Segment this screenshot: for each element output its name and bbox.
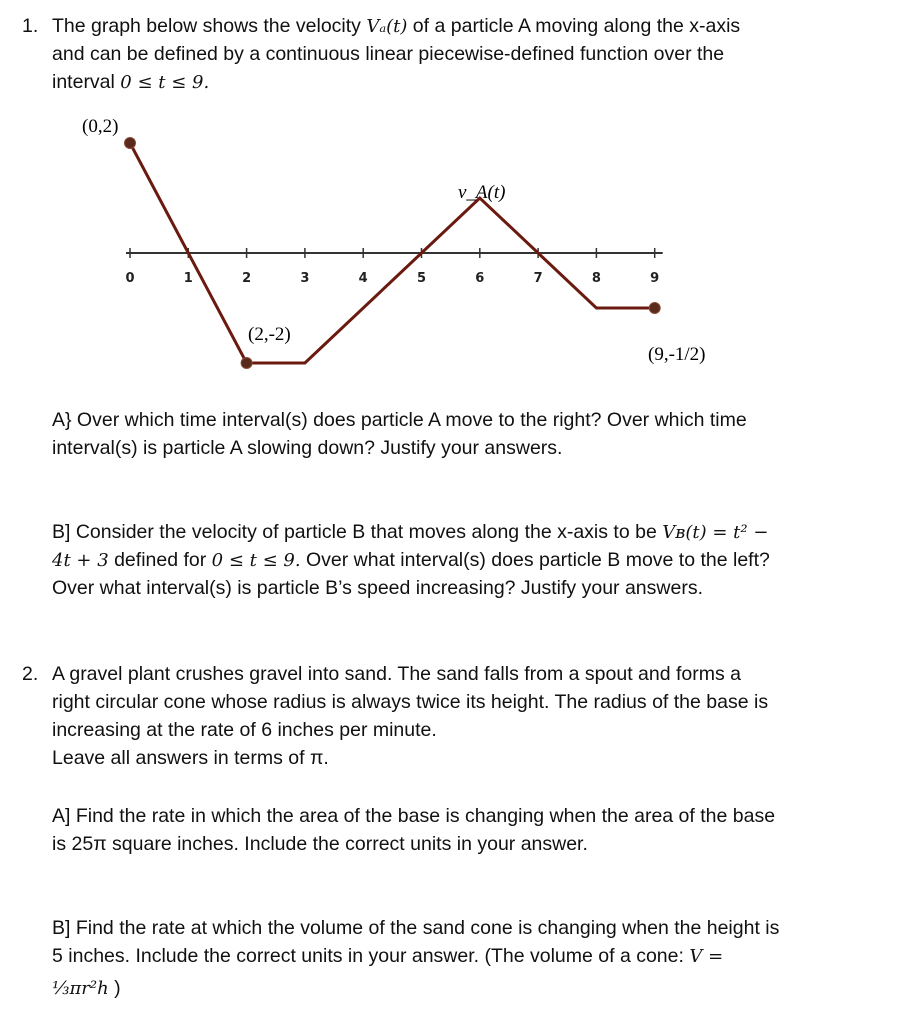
x-tick-label: 1 xyxy=(183,271,193,286)
math: Vₐ(t) xyxy=(366,16,408,37)
question-number-1: 1. xyxy=(22,15,39,37)
data-point xyxy=(125,138,136,149)
text: The graph below shows the velocity xyxy=(52,15,367,37)
data-point xyxy=(649,303,660,314)
x-tick-label: 3 xyxy=(300,271,310,286)
label-0-2: (0,2) xyxy=(82,116,119,137)
q2-partB-1: B] Find the rate at which the volume of the sand cone is changing when the height is xyxy=(52,917,780,939)
q2-partA-1: A] Find the rate in which the area of the base is changing when the area of the base xyxy=(52,805,776,827)
q1-partB-3: Over what interval(s) is particle B’s speed increasing? Justify your answers. xyxy=(52,577,703,599)
q2-partB-3 xyxy=(52,974,121,1003)
q1-partA-1: A} Over which time interval(s) does particle A move to the right? Over which time xyxy=(52,409,747,431)
label-2-neg2: (2,-2) xyxy=(248,324,291,345)
text: defined for xyxy=(108,549,212,571)
math: ⅓πr²h xyxy=(52,978,109,999)
x-tick-label: 9 xyxy=(650,271,660,286)
text: of a particle A moving along the x-axis xyxy=(407,15,741,37)
math: 0 ≤ t ≤ 9. xyxy=(120,72,210,93)
x-tick-label: 4 xyxy=(358,271,368,286)
x-tick-label: 0 xyxy=(125,271,135,286)
x-tick-label: 5 xyxy=(416,271,427,286)
math: V = xyxy=(689,946,724,967)
text: Over what interval(s) does particle B move to the left? xyxy=(300,549,770,571)
x-tick-label: 6 xyxy=(475,271,485,286)
velocity-graph xyxy=(0,0,900,400)
text: ) xyxy=(114,977,121,999)
q1-partB-2 xyxy=(52,546,770,575)
q2-line-1: A gravel plant crushes gravel into sand. The sand falls from a spout and forms a xyxy=(52,663,742,685)
math: 0 ≤ t ≤ 9. xyxy=(211,550,301,571)
q2-line-3: increasing at the rate of 6 inches per minute. xyxy=(52,719,437,741)
x-tick-label: 2 xyxy=(242,271,252,286)
q2-line-2: right circular cone whose radius is always twice its height. The radius of the base is xyxy=(52,691,769,713)
q2-line-4: Leave all answers in terms of π. xyxy=(52,747,329,769)
text: interval xyxy=(52,71,121,93)
math: Vʙ(t) = t² − xyxy=(662,522,769,543)
text: 5 inches. Include the correct units in your answer. (The volume of a cone: xyxy=(52,945,690,967)
q1-partB-1 xyxy=(52,518,768,547)
text: B] Consider the velocity of particle B that moves along the x-axis to be xyxy=(52,521,663,543)
x-tick-label: 7 xyxy=(533,271,543,286)
q2-partA-2: is 25π square inches. Include the correct units in your answer. xyxy=(52,833,588,855)
math: 4t + 3 xyxy=(52,550,109,571)
question-number-2: 2. xyxy=(22,663,39,685)
q1-partA-2: interval(s) is particle A slowing down? Justify your answers. xyxy=(52,437,563,459)
data-point xyxy=(241,358,252,369)
q1-line-2: and can be defined by a continuous linear piecewise-defined function over the xyxy=(52,43,725,65)
label-9-neg-half: (9,-1/2) xyxy=(648,344,706,365)
x-tick-label: 8 xyxy=(591,271,601,286)
label-va: v_A(t) xyxy=(458,182,506,203)
q2-partB-2 xyxy=(52,942,723,971)
